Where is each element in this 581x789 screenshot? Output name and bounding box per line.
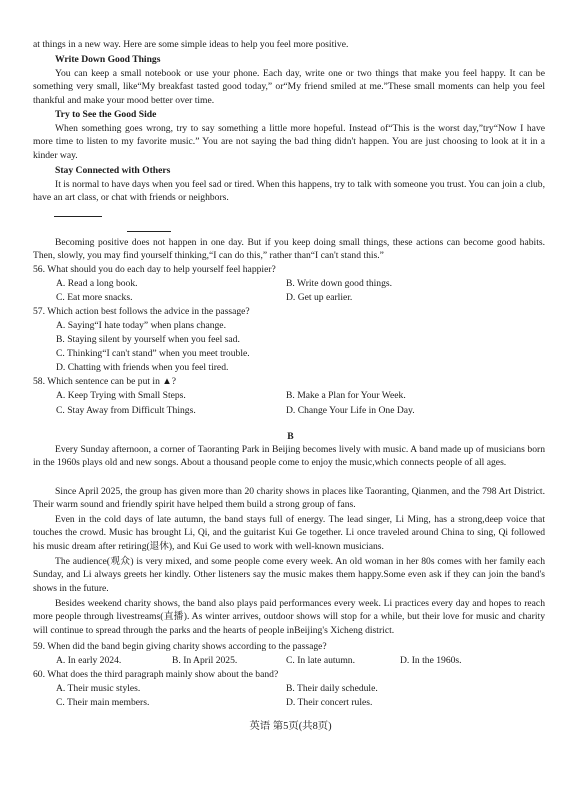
passage-b-para4: The audience(观众) is very mixed, and some people come every week. An old woman in her 80s comes with her family each Sunday, and Li always greets her kindly. Other listeners say the music makes them happy.Some even ask if they can join the band's shows in the future. [33,556,545,594]
q57-option-a[interactable]: A. Saying“I hate today” when plans change. [56,320,226,331]
heading-stay-connected: Stay Connected with Others [55,165,171,176]
question-60: 60. What does the third paragraph mainly show about the band? [33,669,279,680]
q57-option-c[interactable]: C. Thinking“I can't stand” when you meet trouble. [56,348,250,359]
q59-option-c[interactable]: C. In late autumn. [286,655,356,666]
passage-a-conclusion: Becoming positive does not happen in one day. But if you keep doing small things, these actions can become good habits. Then, slowly, you may find yourself thinking,“I can do this,” rather than“I can't stand this.” [33,237,545,262]
passage-a-para2: When something goes wrong, try to say something a little more hopeful. Instead of“This is the worst day,”try“Now I have more time to listen to my favorite music.” You are not saying the bad thing didn't happen. You are just choosing to look at it in a kinder way. [33,123,545,161]
q60-option-c[interactable]: C. Their main members. [56,697,150,708]
heading-good-side: Try to See the Good Side [55,109,157,120]
passage-b-para2: Since April 2025, the group has given more than 20 charity shows in places like Taoranting, Qianmen, and the 798 Art District. Their warm sound and friendly spirit have helped them build a strong group of fans. [33,486,545,511]
q57-option-b[interactable]: B. Staying silent by yourself when you feel sad. [56,334,240,345]
section-b-label: B [287,431,294,442]
question-58: 58. Which sentence can be put in ▲? [33,376,177,387]
question-59: 59. When did the band begin giving charity shows according to the passage? [33,641,327,652]
q58-option-b[interactable]: B. Make a Plan for Your Week. [286,390,406,401]
q60-option-a[interactable]: A. Their music styles. [56,683,141,694]
q59-option-d[interactable]: D. In the 1960s. [400,655,462,666]
q59-option-b[interactable]: B. In April 2025. [172,655,238,666]
q56-option-c[interactable]: C. Eat more snacks. [56,292,133,303]
q58-option-d[interactable]: D. Change Your Life in One Day. [286,405,415,416]
passage-a-para1: You can keep a small notebook or use your phone. Each day, write one or two things that make you feel happy. It can be something very small, like“My breakfast tasted good today,” or“My friend smiled at me.”These small moments can help you feel thankful and make your mood better over time. [33,68,545,106]
passage-b-para3: Even in the cold days of late autumn, the band stays full of energy. The lead singer, Li Ming, has a strong,deep voice that touches the crowd. Music has brought Li, Qi, and the guitarist Kui Ge together. Li once traveled around China to sing, Qi followed his music dream after retiring(退休), and Kui Ge used to work with well-known musicians. [33,514,545,552]
passage-b-para1: Every Sunday afternoon, a corner of Taoranting Park in Beijing becomes lively with music. A band made up of musicians born in the 1960s plays old and new songs. About a thousand people come to enjoy the music,which connects people of all ages. [33,444,545,469]
q57-option-d[interactable]: D. Chatting with friends when you feel tired. [56,362,229,373]
q56-option-b[interactable]: B. Write down good things. [286,278,393,289]
passage-a-intro: at things in a new way. Here are some simple ideas to help you feel more positive. [33,39,349,50]
q60-option-d[interactable]: D. Their concert rules. [286,697,373,708]
blank-heading-line [127,231,171,232]
page-footer: 英语 第5页(共8页) [249,721,332,732]
question-56: 56. What should you do each day to help yourself feel happier? [33,264,276,275]
q56-option-a[interactable]: A. Read a long book. [56,278,138,289]
q58-option-c[interactable]: C. Stay Away from Difficult Things. [56,405,196,416]
q58-option-a[interactable]: A. Keep Trying with Small Steps. [56,390,186,401]
q60-option-b[interactable]: B. Their daily schedule. [286,683,378,694]
heading-write-down: Write Down Good Things [55,54,161,65]
blank-line [54,216,102,217]
passage-a-para3: It is normal to have days when you feel sad or tired. When this happens, try to talk with someone you trust. You can join a club, have an art class, or chat with friends or neighbors. [33,179,545,204]
q56-option-d[interactable]: D. Get up earlier. [286,292,353,303]
q59-option-a[interactable]: A. In early 2024. [56,655,122,666]
passage-b-para5: Besides weekend charity shows, the band also plays paid performances every week. Li practices every day and hopes to reach more people through livestreams(直播). As winter arrives, outdoor shows will stop for a while, but their love for music and charity will continue to spread through the parks and the hearts of people inBeijing's Xicheng district. [33,598,545,636]
question-57: 57. Which action best follows the advice in the passage? [33,306,250,317]
